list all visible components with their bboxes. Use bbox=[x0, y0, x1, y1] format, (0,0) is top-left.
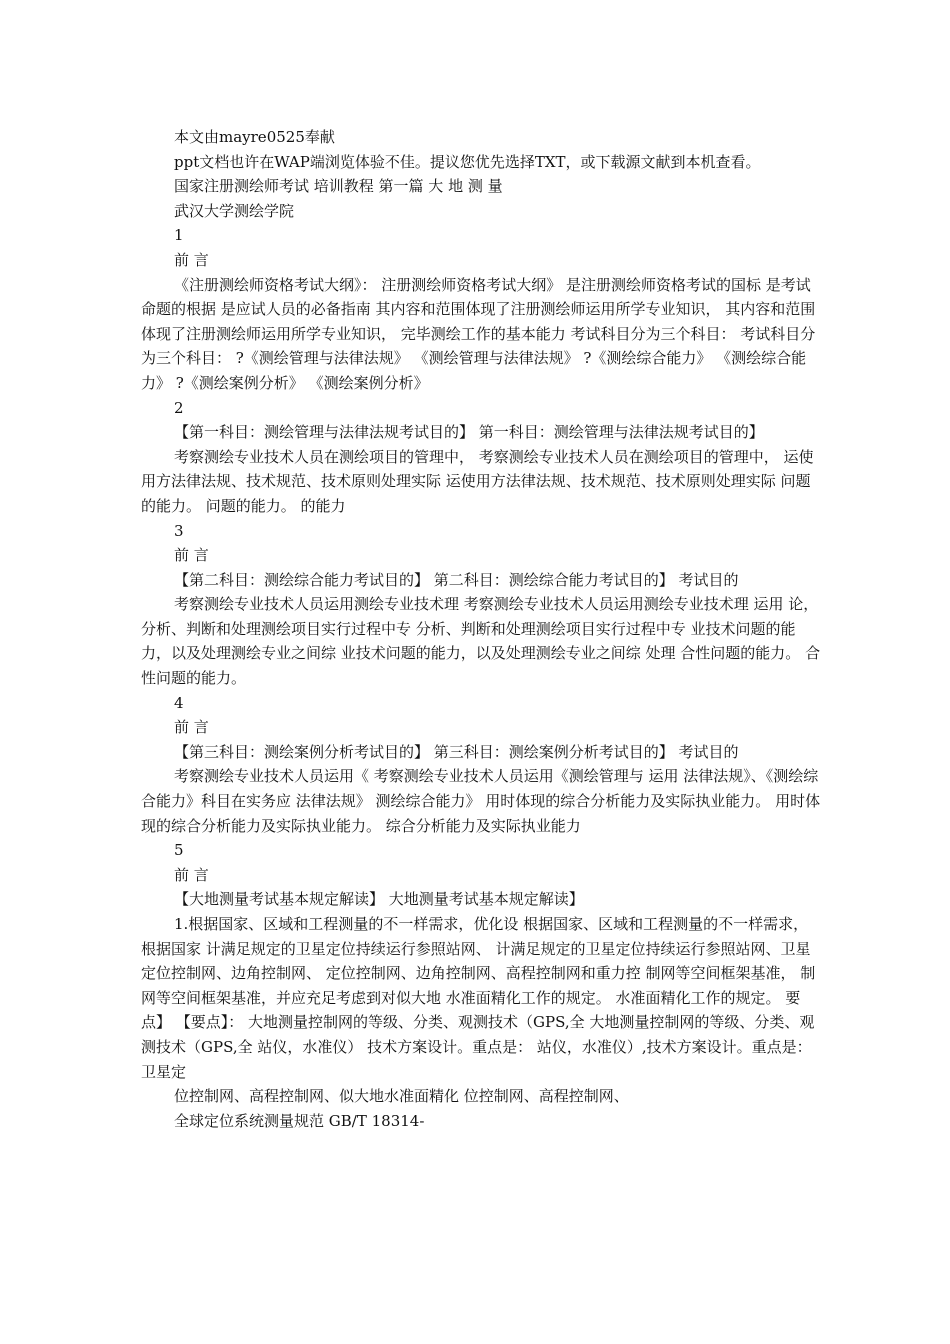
paragraph-subject-two: 考察测绘专业技术人员运用测绘专业技术理 考察测绘专业技术人员运用测绘专业技术理 运用 论，分析、判断和处理测绘项目实行过程中专 分析、判断和处理测绘项目实行过程中专 业技术问题的能力，以及处理测绘专业之间综 业技术问题的能力，以及处理测绘专业之间综 处理 合性问题的能力。 合性问题的能力。 bbox=[141, 595, 821, 688]
geodesy-continuation-line: 位控制网、高程控制网、似大地水准面精化 位控制网、高程控制网、 bbox=[174, 1087, 629, 1106]
heading-subject-one: 【第一科目：测绘管理与法律法规考试目的】 第一科目：测绘管理与法律法规考试目的】 bbox=[174, 423, 764, 442]
course-title: 国家注册测绘师考试 培训教程 第一篇 大 地 测 量 bbox=[174, 177, 503, 196]
slide-number-1: 1 bbox=[174, 226, 184, 245]
gps-standard-line: 全球定位系统测量规范 GB/T 18314- bbox=[174, 1111, 425, 1130]
author-line: 本文由mayre0525奉献 bbox=[174, 128, 335, 146]
slide-number-4: 4 bbox=[174, 693, 184, 712]
section-heading-preface: 前 言 bbox=[174, 546, 209, 565]
section-heading-preface: 前 言 bbox=[174, 250, 209, 269]
slide-number-5: 5 bbox=[174, 841, 184, 860]
paragraph-subject-three: 考察测绘专业技术人员运用《 考察测绘专业技术人员运用《测绘管理与 运用 法律法规》、《测绘综合能力》科目在实务应 法律法规》 测绘综合能力》 用时体现的综合分析能力及实际执业能力。 用时体现的综合分析能力及实际执业能力。 综合分析能力及实际执业能力 bbox=[141, 767, 821, 835]
institution-name: 武汉大学测绘学院 bbox=[174, 201, 295, 220]
document-body bbox=[141, 125, 821, 1133]
section-heading-preface: 前 言 bbox=[174, 865, 209, 884]
heading-subject-three: 【第三科目：测绘案例分析考试目的】 第三科目：测绘案例分析考试目的】 考试目的 bbox=[174, 742, 739, 761]
paragraph-geodesy-rules: 1.根据国家、区域和工程测量的不一样需求，优化设 根据国家、区域和工程测量的不一样需求， 根据国家 计满足规定的卫星定位持续运行参照站网、 计满足规定的卫星定位持续运行参照站网、卫星 定位控制网、边角控制网、 定位控制网、边角控制网、高程控制网和重力控 制网等空间框架基准， 制网等空间框架基准，并应充足考虑到对似大地 水准面精化工作的规定。 水准面精化工作的规定。 要点】 【要点】： 大地测量控制网的等级、分类、观测技术（GPS,全 大地测量控制网的等级、分类、观测技术（GPS,全 站仪，水准仪） 技术方案设计。重点是： 站仪，水准仪）,技术方案设计。重点是：卫星定 bbox=[141, 915, 816, 1081]
slide-number-3: 3 bbox=[174, 521, 184, 540]
heading-geodesy-rules: 【大地测量考试基本规定解读】 大地测量考试基本规定解读】 bbox=[174, 890, 584, 909]
wap-notice-line: ppt文档也许在WAP端浏览体验不佳。提议您优先选择TXT，或下载源文献到本机查看。 bbox=[174, 152, 761, 171]
slide-number-2: 2 bbox=[174, 398, 184, 417]
heading-subject-two: 【第二科目：测绘综合能力考试目的】 第二科目：测绘综合能力考试目的】 考试目的 bbox=[174, 570, 739, 589]
section-heading-preface: 前 言 bbox=[174, 718, 209, 737]
paragraph-subject-one: 考察测绘专业技术人员在测绘项目的管理中， 考察测绘专业技术人员在测绘项目的管理中， 运使用方法律法规、技术规范、技术原则处理实际 运使用方法律法规、技术规范、技术原则处理实际 问题的能力。 问题的能力。 的能力 bbox=[141, 447, 814, 515]
paragraph-exam-outline: 《注册测绘师资格考试大纲》： 注册测绘师资格考试大纲》 是注册测绘师资格考试的国标 是考试命题的根据 是应试人员的必备指南 其内容和范围体现了注册测绘师运用所学专业知识， 其内容和范围体现了注册测绘师运用所学专业知识， 完毕测绘工作的基本能力 考试科目分为三个科目： 考试科目分为三个科目： ?《测绘管理与法律法规》 《测绘管理与法律法规》 ?《测绘综合能力》 《测绘综合能力》 ?《测绘案例分析》 《测绘案例分析》 bbox=[141, 275, 816, 392]
